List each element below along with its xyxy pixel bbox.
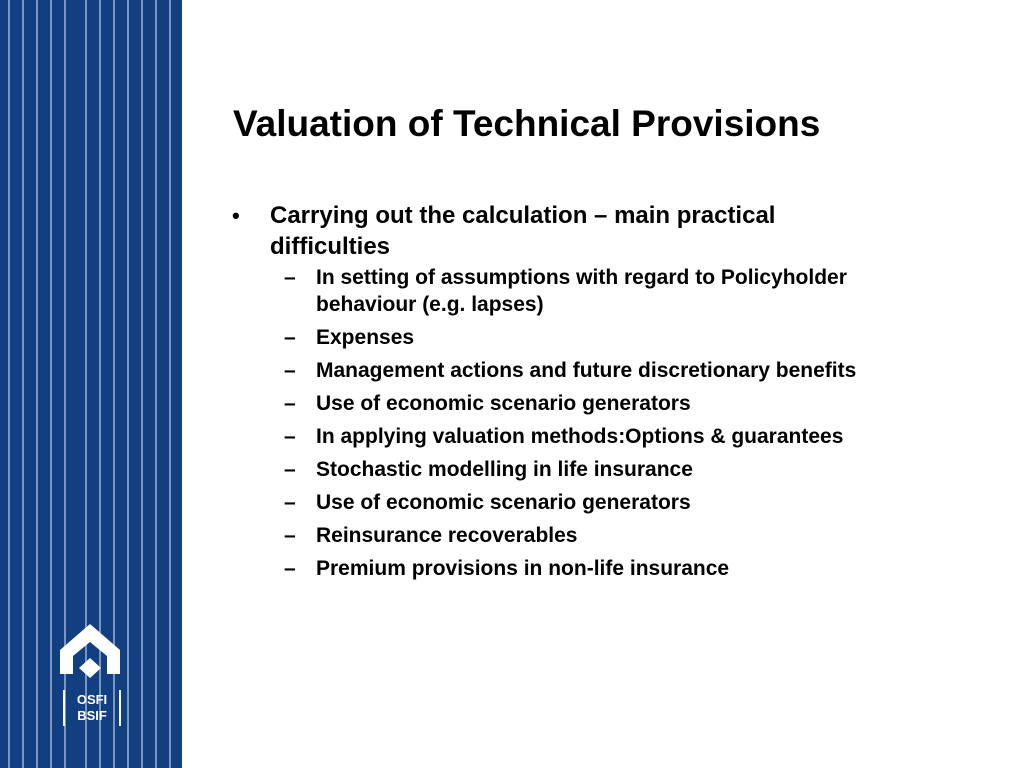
dash-marker: – [284,359,296,382]
slide-title: Valuation of Technical Provisions [233,103,821,144]
sub-bullet-list [232,264,892,582]
sub-bullet-item [284,357,892,384]
logo-text-line2: BSIF [77,708,107,723]
sub-bullet-text: Management actions and future discretionary benefits [316,359,857,382]
sidebar-stripe [127,0,129,768]
dash-marker: – [284,266,296,289]
sub-bullet-text: Expenses [316,326,415,349]
sidebar-stripe [22,0,24,768]
sidebar-stripe [8,0,10,768]
dash-marker: – [284,392,296,415]
dash-marker: – [284,425,296,448]
sub-bullet-item [284,324,892,351]
slide-body [232,200,892,588]
dash-marker: – [284,326,296,349]
sidebar-stripe [36,0,38,768]
sidebar-stripe [141,0,143,768]
dash-marker: – [284,458,296,481]
sub-bullet-item [284,456,892,483]
sub-bullet-text: In setting of assumptions with regard to Policyholder behaviour (e.g. lapses) [316,266,847,316]
sub-bullet-item [284,423,892,450]
logo-text [63,690,121,726]
osfi-logo [55,622,125,732]
bullet-item [232,200,892,262]
sub-bullet-item [284,390,892,417]
sub-bullet-text: Use of economic scenario generators [316,392,691,415]
bullet-text: Carrying out the calculation – main practical difficulties [270,202,776,260]
osfi-logo-icon [55,622,125,684]
sub-bullet-text: Stochastic modelling in life insurance [316,458,693,481]
dash-marker: – [284,557,296,580]
sub-bullet-item [284,489,892,516]
sub-bullet-text: Premium provisions in non-life insurance [316,557,730,580]
bullet-marker: • [232,203,240,228]
dash-marker: – [284,524,296,547]
sub-bullet-item [284,264,892,318]
sidebar-stripe [50,0,52,768]
logo-text-line1: OSFI [76,692,108,707]
sidebar-panel [0,0,182,768]
sidebar-stripe [155,0,157,768]
sub-bullet-item [284,555,892,582]
sidebar-stripe [169,0,171,768]
sub-bullet-item [284,522,892,549]
sub-bullet-text: Use of economic scenario generators [316,491,691,514]
sub-bullet-text: In applying valuation methods:Options & guarantees [316,425,844,448]
dash-marker: – [284,491,296,514]
sub-bullet-text: Reinsurance recoverables [316,524,578,547]
